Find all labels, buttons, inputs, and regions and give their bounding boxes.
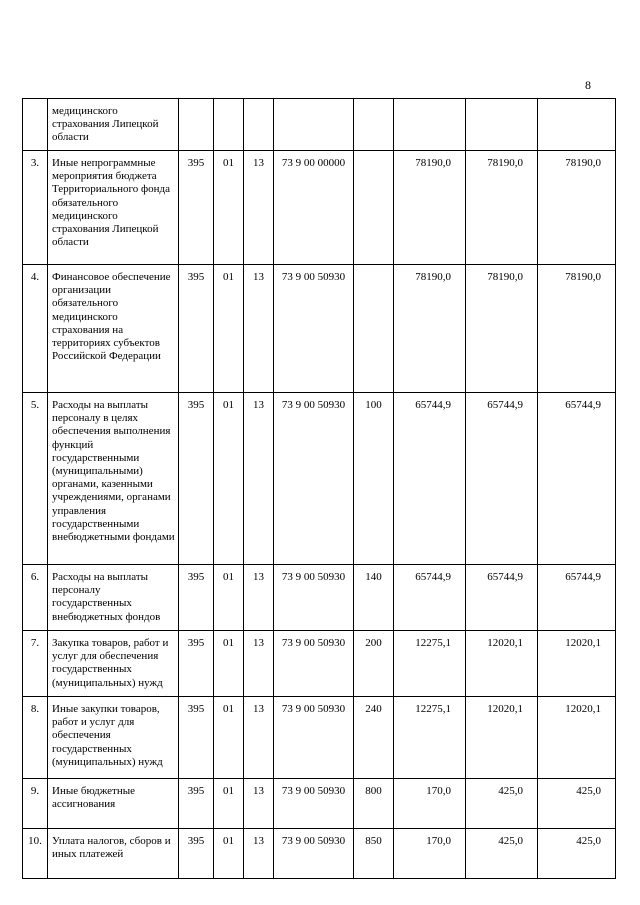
amount-year-3: 78190,0: [538, 265, 616, 393]
amount-year-2: 12020,1: [466, 697, 538, 779]
section-code: 01: [214, 829, 244, 879]
amount-year-3: 425,0: [538, 829, 616, 879]
page-number: 8: [585, 78, 591, 92]
section-code: 01: [214, 151, 244, 265]
amount-year-3: 12020,1: [538, 631, 616, 697]
table-row: [23, 151, 616, 265]
subsection-code: 13: [244, 779, 274, 829]
grbs-code: 395: [179, 697, 214, 779]
amount-year-2: [466, 99, 538, 151]
expense-type-code: [354, 265, 394, 393]
section-code: 01: [214, 265, 244, 393]
expense-name: Расходы на выплаты персоналу в целях обеспечения выполнения функций государственными (муниципальными) органами, казенными учреждениями, органами управления государственными внебюджетными фондами: [48, 393, 179, 565]
row-number: 8.: [23, 697, 48, 779]
grbs-code: [179, 99, 214, 151]
amount-year-1: 12275,1: [394, 697, 466, 779]
expense-name: Уплата налогов, сборов и иных платежей: [48, 829, 179, 879]
expense-name: Расходы на выплаты персоналу государственных внебюджетных фондов: [48, 565, 179, 631]
amount-year-3: 78190,0: [538, 151, 616, 265]
expense-type-code: 800: [354, 779, 394, 829]
table-row: [23, 779, 616, 829]
table-row: [23, 697, 616, 779]
target-article-code: 73 9 00 50930: [274, 829, 354, 879]
amount-year-2: 425,0: [466, 779, 538, 829]
subsection-code: 13: [244, 829, 274, 879]
row-number: [23, 99, 48, 151]
target-article-code: 73 9 00 50930: [274, 565, 354, 631]
amount-year-2: 65744,9: [466, 565, 538, 631]
target-article-code: 73 9 00 50930: [274, 697, 354, 779]
amount-year-1: [394, 99, 466, 151]
amount-year-3: 12020,1: [538, 697, 616, 779]
section-code: 01: [214, 631, 244, 697]
amount-year-3: 65744,9: [538, 393, 616, 565]
amount-year-1: 170,0: [394, 829, 466, 879]
table-row: [23, 565, 616, 631]
subsection-code: [244, 99, 274, 151]
amount-year-3: 425,0: [538, 779, 616, 829]
target-article-code: [274, 99, 354, 151]
amount-year-1: 12275,1: [394, 631, 466, 697]
expense-name: медицинского страхования Липецкой области: [48, 99, 179, 151]
row-number: 9.: [23, 779, 48, 829]
table-row: [23, 99, 616, 151]
target-article-code: 73 9 00 50930: [274, 631, 354, 697]
section-code: 01: [214, 565, 244, 631]
grbs-code: 395: [179, 565, 214, 631]
amount-year-2: 12020,1: [466, 631, 538, 697]
grbs-code: 395: [179, 393, 214, 565]
subsection-code: 13: [244, 393, 274, 565]
subsection-code: 13: [244, 631, 274, 697]
expense-type-code: [354, 99, 394, 151]
amount-year-2: 65744,9: [466, 393, 538, 565]
budget-table: [22, 98, 616, 879]
row-number: 6.: [23, 565, 48, 631]
amount-year-1: 78190,0: [394, 151, 466, 265]
expense-type-code: 240: [354, 697, 394, 779]
table-row: [23, 265, 616, 393]
subsection-code: 13: [244, 265, 274, 393]
target-article-code: 73 9 00 00000: [274, 151, 354, 265]
amount-year-1: 170,0: [394, 779, 466, 829]
grbs-code: 395: [179, 265, 214, 393]
amount-year-2: 425,0: [466, 829, 538, 879]
row-number: 10.: [23, 829, 48, 879]
amount-year-1: 78190,0: [394, 265, 466, 393]
amount-year-2: 78190,0: [466, 265, 538, 393]
row-number: 4.: [23, 265, 48, 393]
expense-name: Иные закупки товаров, работ и услуг для обеспечения государственных (муниципальных) нужд: [48, 697, 179, 779]
table-row: [23, 631, 616, 697]
section-code: 01: [214, 697, 244, 779]
subsection-code: 13: [244, 151, 274, 265]
expense-name: Финансовое обеспечение организации обязательного медицинского страхования на территориях субъектов Российской Федерации: [48, 265, 179, 393]
table-row: [23, 393, 616, 565]
expense-type-code: 200: [354, 631, 394, 697]
grbs-code: 395: [179, 631, 214, 697]
expense-name: Иные бюджетные ассигнования: [48, 779, 179, 829]
section-code: [214, 99, 244, 151]
subsection-code: 13: [244, 697, 274, 779]
section-code: 01: [214, 393, 244, 565]
target-article-code: 73 9 00 50930: [274, 265, 354, 393]
amount-year-2: 78190,0: [466, 151, 538, 265]
section-code: 01: [214, 779, 244, 829]
grbs-code: 395: [179, 829, 214, 879]
expense-type-code: 850: [354, 829, 394, 879]
row-number: 5.: [23, 393, 48, 565]
grbs-code: 395: [179, 151, 214, 265]
amount-year-1: 65744,9: [394, 393, 466, 565]
expense-name: Иные непрограммные мероприятия бюджета Территориального фонда обязательного медицинского страхования Липецкой области: [48, 151, 179, 265]
subsection-code: 13: [244, 565, 274, 631]
amount-year-3: [538, 99, 616, 151]
expense-name: Закупка товаров, работ и услуг для обеспечения государственных (муниципальных) нужд: [48, 631, 179, 697]
row-number: 3.: [23, 151, 48, 265]
amount-year-3: 65744,9: [538, 565, 616, 631]
grbs-code: 395: [179, 779, 214, 829]
amount-year-1: 65744,9: [394, 565, 466, 631]
expense-type-code: [354, 151, 394, 265]
table-row: [23, 829, 616, 879]
expense-type-code: 140: [354, 565, 394, 631]
expense-type-code: 100: [354, 393, 394, 565]
target-article-code: 73 9 00 50930: [274, 779, 354, 829]
target-article-code: 73 9 00 50930: [274, 393, 354, 565]
row-number: 7.: [23, 631, 48, 697]
